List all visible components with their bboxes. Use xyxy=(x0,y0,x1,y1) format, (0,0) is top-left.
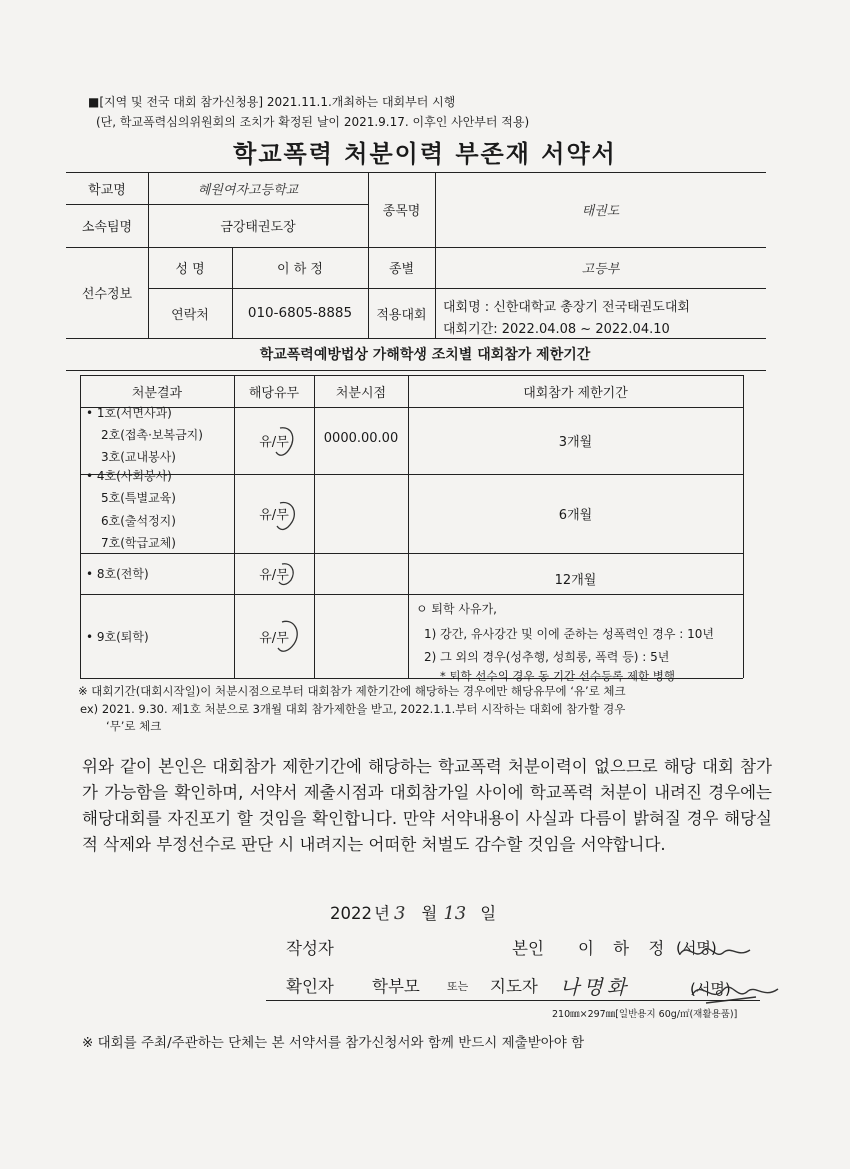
check-mark-row4 xyxy=(278,621,297,651)
competition-label: 적용대회 xyxy=(376,307,427,323)
row2-item-1: • 4호(사회봉사) xyxy=(86,469,172,483)
row4-period-line-2: 1) 강간, 유사강간 및 이에 준하는 성폭력인 경우 : 10년 xyxy=(424,627,715,641)
note-1: ※ 대회기간(대회시작일)이 처분시점으로부터 대회참가 제한기간에 해당하는 경우에만 해당유무에 ‘유’로 체크 xyxy=(78,684,626,698)
row3-item-1: • 8호(전학) xyxy=(86,567,149,581)
date-day: 13 xyxy=(443,903,467,924)
sign-label-2: (서명) xyxy=(690,980,731,998)
self-signature xyxy=(676,940,756,964)
check-mark-row2 xyxy=(277,503,294,530)
school-value: 혜원여자고등학교 xyxy=(197,182,299,198)
coach-label: 지도자 xyxy=(490,977,538,996)
row1-item-2: 2호(접촉·보복금지) xyxy=(101,428,203,442)
date-year: 2022 xyxy=(330,904,372,923)
row2-applicable: 유/무 xyxy=(259,508,289,523)
row4-period-line-3: 2) 그 외의 경우(성추행, 성희롱, 폭력 등) : 5년 xyxy=(424,650,670,664)
competition-period: 대회기간: 2022.04.08 ~ 2022.04.10 xyxy=(443,322,670,337)
sport-label: 종목명 xyxy=(382,204,421,219)
sign-label-1: (서명) xyxy=(676,939,717,957)
contact-value: 010-6805-8885 xyxy=(247,305,353,321)
confirmer-label: 확인자 xyxy=(286,977,334,996)
team-label: 소속팀명 xyxy=(81,220,133,235)
row4-item-1: • 9호(퇴학) xyxy=(86,630,149,644)
row2-item-3: 6호(출석정지) xyxy=(101,514,176,528)
competition-name: 대회명 : 신한대학교 총장기 전국태권도대회 xyxy=(443,300,690,315)
writer-label: 작성자 xyxy=(286,939,334,958)
row1-date: 0000.00.00 xyxy=(323,430,399,446)
team-value: 금강태권도장 xyxy=(220,220,296,235)
self-name: 이 하 정 xyxy=(578,939,665,958)
date-year-suffix: 년 xyxy=(374,904,390,923)
row1-applicable: 유/무 xyxy=(259,435,289,450)
row1-period: 3개월 xyxy=(558,435,593,450)
row4-period-line-4: * 퇴학 선수의 경우 동 기간 선수등록 제한 병행 xyxy=(440,669,675,683)
header-line-1: ■[지역 및 전국 대회 참가신청용] 2021.11.1.개최하는 대회부터 시행 xyxy=(88,95,456,109)
col-header-applicable: 해당유무 xyxy=(248,385,300,401)
contact-label: 연락처 xyxy=(171,307,209,323)
school-label: 학교명 xyxy=(88,182,126,198)
self-label: 본인 xyxy=(512,939,544,958)
col-header-period: 대회참가 제한기간 xyxy=(523,385,628,401)
pledge-paragraph: 위와 같이 본인은 대회참가 제한기간에 해당하는 학교폭력 처분이력이 없으므로 해당 대회 참가가 가능함을 확인하며, 서약서 제출시점과 대회참가일 사이에 학교폭력 처분이 내려진 경우에는 해당대회를 자진포기 할 것임을 확인합니다. 만약 서약내용이 사실과 다름이 밝혀질 경우 해당실적 삭제와 부정선수로 판단 시 내려지는 어떠한 처벌도 감수할 것임을 서약합니다. xyxy=(82,757,772,854)
note-2: ex) 2021. 9.30. 제1호 처분으로 3개월 대회 참가제한을 받고, 2022.1.1.부터 시작하는 대회에 참가할 경우 xyxy=(80,702,626,716)
row1-item-1: • 1호(서면사과) xyxy=(86,406,172,420)
check-mark-row1 xyxy=(276,428,293,455)
footer-note: ※ 대회를 주최/주관하는 단체는 본 서약서를 참가신청서와 함께 반드시 제출받아야 함 xyxy=(82,1035,585,1051)
or-label: 또는 xyxy=(447,980,469,993)
name-value: 이 하 정 xyxy=(277,262,323,277)
row3-period: 12개월 xyxy=(554,572,597,588)
coach-name: 나명화 xyxy=(560,975,630,999)
col-header-date: 처분시점 xyxy=(335,385,387,401)
name-label: 성 명 xyxy=(175,262,205,277)
row1-item-3: 3호(교내봉사) xyxy=(101,450,176,464)
row2-item-2: 5호(특별교육) xyxy=(101,491,176,505)
division-value: 고등부 xyxy=(581,262,620,277)
row4-applicable: 유/무 xyxy=(259,630,289,646)
sport-value: 태권도 xyxy=(581,204,620,219)
player-info-label: 선수정보 xyxy=(81,287,133,302)
document-title: 학교폭력 처분이력 부존재 서약서 xyxy=(233,140,617,168)
date-day-suffix: 일 xyxy=(480,904,497,923)
division-label: 종별 xyxy=(388,262,415,277)
date-month-suffix: 월 xyxy=(421,904,438,923)
check-mark-row3 xyxy=(279,564,293,585)
row2-period: 6개월 xyxy=(558,508,593,523)
restriction-title: 학교폭력예방법상 가해학생 조치별 대회참가 제한기간 xyxy=(259,347,591,363)
row4-period-line-1: ㅇ 퇴학 사유가, xyxy=(416,602,497,616)
col-header-result: 처분결과 xyxy=(131,385,183,401)
note-3: ‘무’로 체크 xyxy=(106,719,162,733)
date-line xyxy=(330,900,496,924)
parent-label: 학부모 xyxy=(372,977,420,996)
row2-item-4: 7호(학급교체) xyxy=(101,536,176,550)
paper-spec: 210㎜×297㎜[일반용지 60g/㎡(재활용품)] xyxy=(552,1009,738,1020)
date-month: 3 xyxy=(393,903,406,924)
row3-applicable: 유/무 xyxy=(259,568,289,583)
header-line-2: (단, 학교폭력심의위원회의 조치가 확정된 날이 2021.9.17. 이후인 사안부터 적용) xyxy=(96,115,530,129)
